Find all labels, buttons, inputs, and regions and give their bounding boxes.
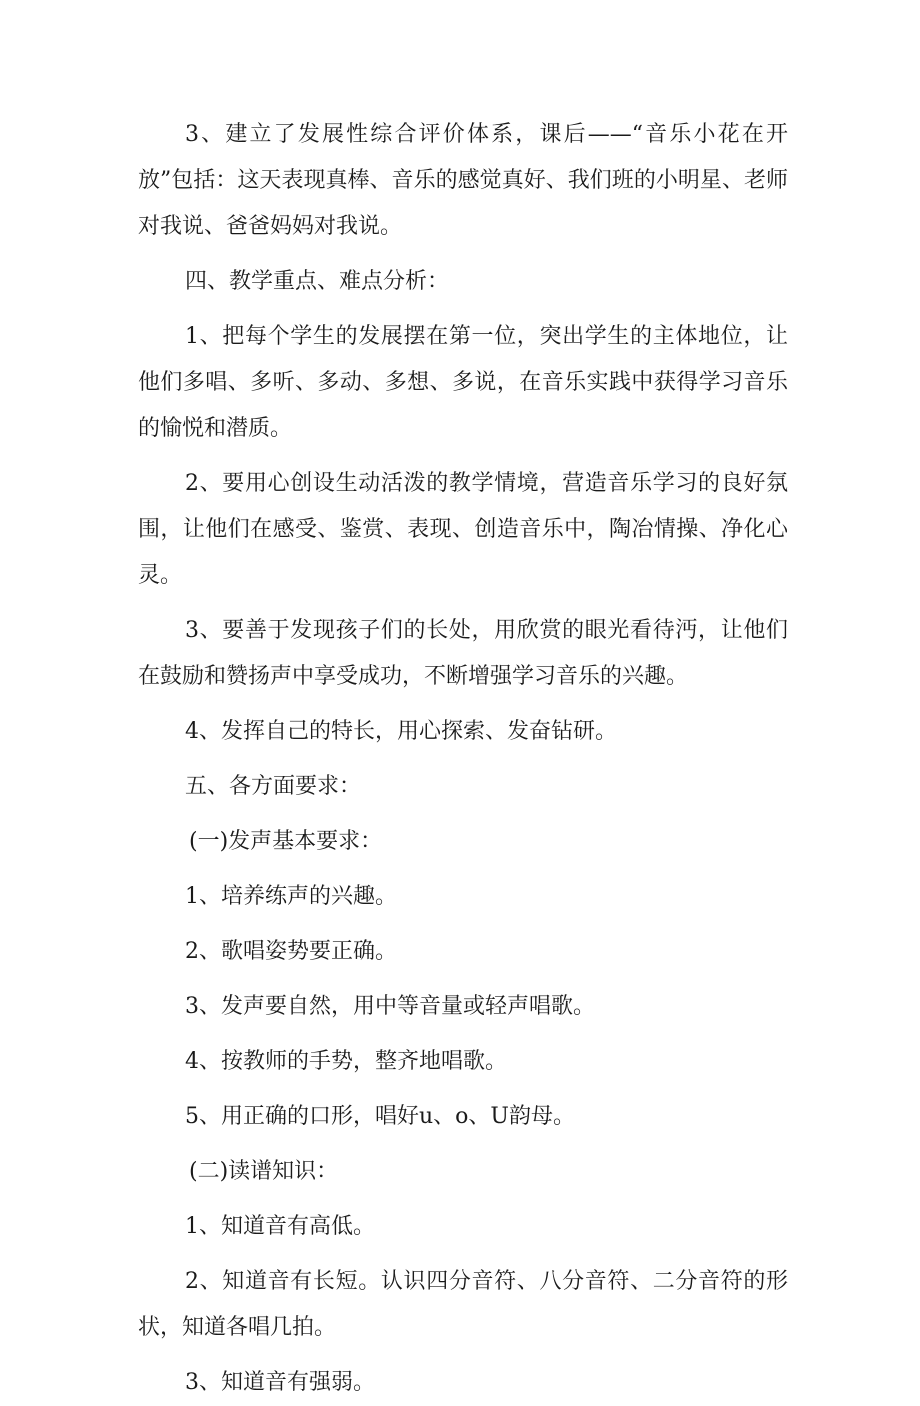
paragraph-evaluation-system: 3、建立了发展性综合评价体系，课后——“音乐小花在开放”包括：这天表现真棒、音乐的感觉真好、我们班的小明星、老师对我说、爸爸妈妈对我说。 <box>138 122 788 239</box>
paragraph-key-point-2: 2、要用心创设生动活泼的教学情境，营造音乐学习的良好氛围，让他们在感受、鉴赏、表现、创造音乐中，陶冶情操、净化心灵。 <box>138 471 788 588</box>
list-item-notation-3: 3、知道音有强弱。 <box>185 1370 375 1395</box>
list-item-vocal-3: 3、发声要自然，用中等音量或轻声唱歌。 <box>185 994 595 1019</box>
list-item-vocal-1: 1、培养练声的兴趣。 <box>185 884 397 909</box>
paragraph-key-point-1: 1、把每个学生的发展摆在第一位，突出学生的主体地位，让他们多唱、多听、多动、多想、多说，在音乐实践中获得学习音乐的愉悦和潜质。 <box>138 324 788 441</box>
list-item-vocal-2: 2、歌唱姿势要正确。 <box>185 939 397 964</box>
paragraph-key-point-4: 4、发挥自己的特长，用心探索、发奋钻研。 <box>185 719 617 744</box>
section-heading-key-points: 四、教学重点、难点分析： <box>185 269 450 294</box>
subheading-notation-knowledge: (二)读谱知识： <box>189 1159 339 1184</box>
paragraph-key-point-3: 3、要善于发现孩子们的长处，用欣赏的眼光看待沔，让他们在鼓励和赞扬声中享受成功，不断增强学习音乐的兴趣。 <box>138 618 788 689</box>
list-item-vocal-5: 5、用正确的口形，唱好u、o、U韵母。 <box>185 1104 575 1129</box>
list-item-notation-2: 2、知道音有长短。认识四分音符、八分音符、二分音符的形状，知道各唱几拍。 <box>138 1269 788 1340</box>
section-heading-requirements: 五、各方面要求： <box>185 774 362 799</box>
list-item-vocal-4: 4、按教师的手势，整齐地唱歌。 <box>185 1049 507 1074</box>
document-body <box>138 112 788 1406</box>
subheading-vocal-requirements: (一)发声基本要求： <box>189 829 383 854</box>
list-item-notation-1: 1、知道音有高低。 <box>185 1214 375 1239</box>
